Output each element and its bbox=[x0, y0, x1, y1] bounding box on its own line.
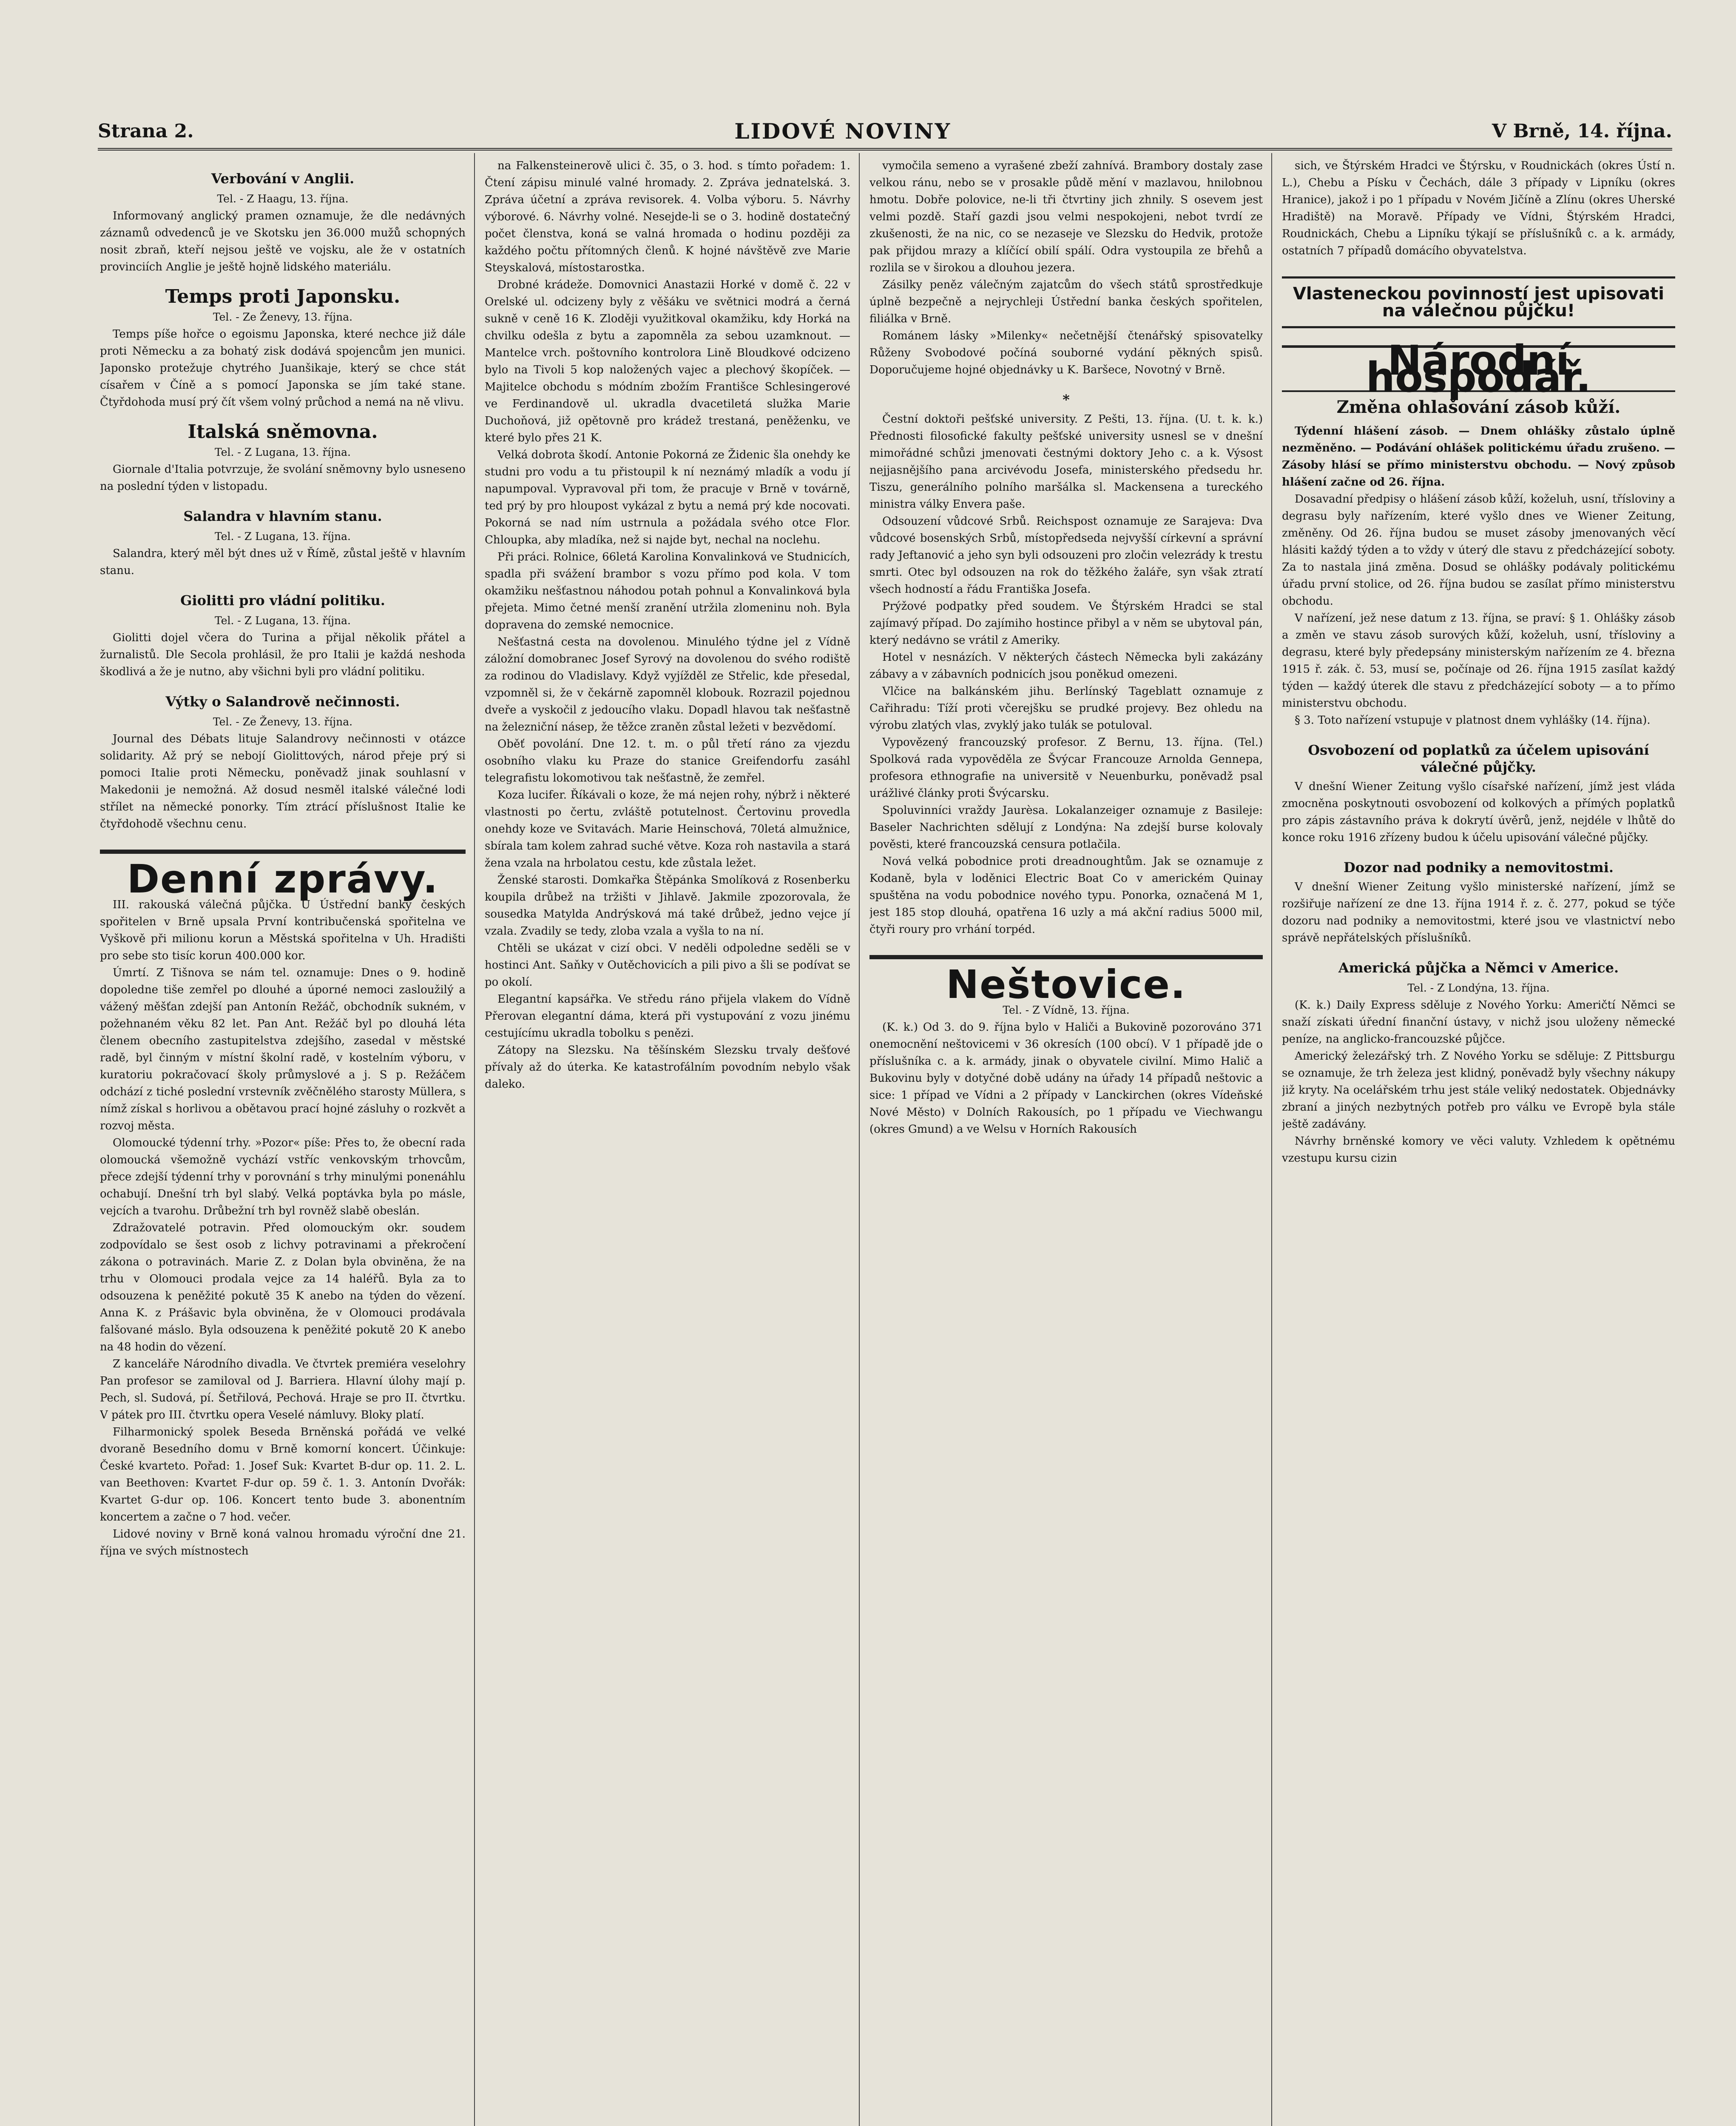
article-text: Odsouzení vůdcové Srbů. Reichspost oznamuje ze Sarajeva: Dva vůdcové bosenských Srbů, místopředseda nejvyšší církevní a správní rady Jeftanović a jeho syn byli odsouzeni pro zločin velezrády k trestu smrti. Otec byl odsouzen na rok do těžkého žaláře, syn však ztratí všech hodností a řádu Františka Josefa. bbox=[869, 515, 1263, 596]
article-text: III. rakouská válečná půjčka. U Ústřední banky českých spořitelen v Brně upsala První kontribučenská spořitelna ve Vyškově při milionu korun a Městská spořitelna v Uh. Hradišti pro sebe sto tisíc korun 400.000 kor. bbox=[100, 898, 466, 962]
section-title: Neštovice. bbox=[946, 962, 1186, 1007]
article-heading: Verbování v Anglii. bbox=[211, 171, 355, 187]
dateline-line: Tel. - Ze Ženevy, 13. října. bbox=[213, 716, 353, 728]
column-3 bbox=[869, 157, 1263, 2126]
dateline-line: Tel. - Z Lugana, 13. října. bbox=[215, 446, 351, 458]
article-text: Čestní doktoři pešťské university. Z Pešti, 13. října. (U. t. k. k.) Přednosti filosofické fakulty pešťské university usnesl se v dnešní mimořádné schůzi jmenovati čestnými doktory Jeho c. a k. Výsost nejjasnějšího pana arcivévodu Josefa, ministerského předsedu hr. Tiszu, generálního polního maršálka sl. Mackensena a tureckého ministra války Envera paše. bbox=[869, 413, 1263, 511]
article-heading: Italská sněmovna. bbox=[188, 421, 378, 443]
dateline-line: Tel. - Z Haagu, 13. října. bbox=[217, 193, 349, 205]
article-heading: Temps proti Japonsku. bbox=[165, 286, 401, 307]
article-text: Nešťastná cesta na dovolenou. Minulého týdne jel z Vídně záložní domobranec Josef Syrový na dovolenou do svého rodiště za rodinou do Vladislavy. Když vyjížděl ze Střelic, kde přesedal, vzpomněl si, že v čekárně zapomněl klobouk. Rozrazil pojednou dveře a vyskočil z jedoucího vlaku. Dopadl hlavou tak nešťastně na železniční násep, že těžce zraněn zůstal ležeti v bezvědomí. bbox=[485, 636, 850, 733]
page-number: Strana 2. bbox=[98, 120, 194, 142]
column-divider bbox=[859, 153, 860, 2126]
article-text: Americký železářský trh. Z Nového Yorku se sděluje: Z Pittsburgu se oznamuje, že trh železa jest klidný, poněvadž byly všechny nákupy již kryty. Na ocelářském trhu jest stále veliký nedostatek. Objednávky zbraní a jiných nezbytných potřeb pro válku ve Evropě byla stále ještě zadávány. bbox=[1282, 1050, 1675, 1131]
article-text: Olomoucké týdenní trhy. »Pozor« píše: Přes to, že obecní rada olomoucká všemožně vychází vstříc venkovským trhovcům, přece zdejší týdenní trhy v porovnání s trhy minulými ponenáhlu ochabují. Dnešní trh byl slabý. Velká poptávka byla po másle, vejcích a tvarohu. Drůbežní trh byl rovněž slabě obeslán. bbox=[100, 1137, 466, 1217]
article-text: Spoluvinníci vraždy Jaurèsa. Lokalanzeiger oznamuje z Basileje: Baseler Nachrichten sdělují z Londýna: Na zdejší burse kolovaly pověsti, které francouzská censura potlačila. bbox=[869, 804, 1263, 851]
article-heading: Výtky o Salandrově nečinnosti. bbox=[165, 694, 400, 710]
dateline-line: Tel. - Ze Ženevy, 13. října. bbox=[213, 311, 353, 323]
article-text: Chtěli se ukázat v cizí obci. V neděli odpoledne seděli se v hostinci Ant. Saňky v Outěchovicích a pili pivo a šli se podívat se po okolí. bbox=[485, 942, 850, 989]
dateline-line: Tel. - Z Londýna, 13. října. bbox=[1407, 982, 1550, 994]
article-text: § 3. Toto nařízení vstupuje v platnost dnem vyhlášky (14. října). bbox=[1295, 714, 1651, 727]
article-text: Informovaný anglický pramen oznamuje, že dle nedávných záznamů odvedenců je ve Skotsku jen 36.000 mužů schopných nosit zbraň, kteří nejsou ještě ve vojsku, ale že v ostatních provinciích Anglie je ještě hojně lidského materiálu. bbox=[100, 210, 466, 273]
article-text: V dnešní Wiener Zeitung vyšlo císařské nařízení, jímž jest vláda zmocněna poskytnouti osvobození od kolkových a přímých poplatků pro zápis zástavního práva k dokrytí úvěrů, jenž, nejdéle v lhůtě do konce roku 1916 zřízeny budou k účelu upisování válečné půjčky. bbox=[1282, 780, 1675, 844]
column-2 bbox=[485, 157, 850, 2126]
article-text: Prýžové podpatky před soudem. Ve Štýrském Hradci se stal zajímavý případ. Do zajímiho hostince přibyl a v něm se ubytoval pán, který nedávno se vrátil z Ameriky. bbox=[869, 600, 1263, 647]
article-text: Koza lucifer. Říkávali o koze, že má nejen rohy, nýbrž i některé vlastnosti po čertu, zvláště potutelnost. Čertovinu provedla onehdy koze ve Svitavách. Marie Heinschová, 70letá almužnice, sbírala tam kolem zahrad suché větve. Koza roh nastavila a stará žena vzala na hrbolatou cestu, kde zůstala ležet. bbox=[485, 789, 850, 870]
dateline: V Brně, 14. října. bbox=[1492, 120, 1672, 142]
article-text: Giolitti dojel včera do Turina a přijal několik přátel a žurnalistů. Dle Secola prohlásil, že pro Italii je každá neshoda škodlivá a že je nutno, aby všichni byli pro vládní politiku. bbox=[100, 631, 466, 678]
article-text: vymočila semeno a vyrašené zbeží zahnívá. Brambory dostaly zase velkou ránu, nebo se v prosakle půdě mění v mazlavou, hnilobnou hmotu. Dobře polovice, ne-li tři čtvrtiny jich zhnily. S osevem jest velmi pozdě. Staří gazdi jsou velmi nespokojeni, nebot tvrdí ze zkušenosti, že na nic, co se nezaseje ve Slezsku do Hedvik, protože pak přijdou mrazy a klíčící obilí spálí. Odra vystoupila ze břehů a rozlila se v širokou a dlouhou jezera. bbox=[869, 159, 1263, 274]
article-text: Vlčice na balkánském jihu. Berlínský Tageblatt oznamuje z Cařihradu: Tíží proti včerejšku se prudké projevy. Bez ohledu na výrobu zlatých vlas, zvyklý jako tulák se potuloval. bbox=[869, 685, 1263, 732]
article-text: V dnešní Wiener Zeitung vyšlo ministerské nařízení, jímž se rozšiřuje nařízení ze dne 13. října 1914 ř. z. č. 277, pokud se týče dozoru nad podniky a nemovitostmi, které jsou ve vlastnictví nebo správě nepřátelských příslušníků. bbox=[1282, 881, 1675, 944]
newspaper-title: LIDOVÉ NOVINY bbox=[734, 118, 952, 144]
article-text: (K. k.) Daily Express sděluje z Nového Yorku: Američtí Němci se snaží získati úřední finanční ústavy, v nichž jsou uloženy německé peníze, na anglicko-francouzské půjčce. bbox=[1282, 999, 1675, 1046]
section-divider bbox=[869, 955, 1263, 959]
article-text: sich, ve Štýrském Hradci ve Štýrsku, v Roudnickách (okres Ústí n. L.), Chebu a Písku v Čechách, dále 3 případy v Lipníku (okres Hranice), jakož i po 1 případu v Novém Jičíně a Zlínu (okres Uherské Hradiště) na Moravě. Případy ve Vídni, Štýrském Hradci, Roudnickách, Chebu a Lipníku týkají se příslušníků c. a k. armády, ostatních 7 případů domácího obyvatelstva. bbox=[1282, 159, 1675, 257]
article-text: Dosavadní předpisy o hlášení zásob kůží, koželuh, usní, třísloviny a degrasu byly nařízením, které vyšlo dnes ve Wiener Zeitung, změněny. Od 26. října budou se muset zásoby jmenovaných věcí hlásiti každý týden a to vždy v úterý dle stavu z předcházející soboty. Za to nastala jiná změna. Dosud se ohlášky podávaly politickému úřadu první stolice, od 26. října budou se zasílat přímo ministerstvu obchodu. bbox=[1282, 493, 1675, 608]
article-heading: Giolitti pro vládní politiku. bbox=[180, 592, 385, 608]
masthead bbox=[98, 114, 1672, 148]
article-text: Giornale d'Italia potvrzuje, že svolání sněmovny bylo usneseno na poslední týden v listopadu. bbox=[100, 463, 466, 493]
article-text: Elegantní kapsářka. Ve středu ráno přijela vlakem do Vídně Přerovan elegantní dáma, která při vystupování z vozu jinému cestujícímu ukradla tobolku s penězi. bbox=[485, 993, 850, 1040]
article-text: Velká dobrota škodí. Antonie Pokorná ze Židenic šla onehdy ke studni pro vodu a tu přistoupil k ní neznámý mladík a vodu jí napumpoval. Vypravoval při tom, že pracuje v Brně v továrně, ted prý by pro hloupost vykázal z bytu a nemá prý kde nocovati. Pokorná se nad ním ustrnula a požádala svého otce Flor. Chloupka, aby mladíka, než si najde byt, nechal na noclehu. bbox=[485, 449, 850, 546]
article-text: Při práci. Rolnice, 66letá Karolina Konvalinková ve Studnicích, spadla při svážení brambor s vozu přímo pod kola. V tom okamžiku nešťastnou náhodou potah pohnul a Konvalinková byla přejeta. Mimo četné menší zranění utržila zlomeninu noh. Byla dopravena do zemské nemocnice. bbox=[485, 551, 850, 631]
section-title: Denní zprávy. bbox=[127, 856, 439, 902]
column-divider bbox=[474, 153, 475, 2126]
article-text: Salandra, který měl být dnes už v Římě, zůstal ještě v hlavním stanu. bbox=[100, 547, 466, 577]
article-text: Zátopy na Slezsku. Na těšínském Slezsku trvaly dešťové přívaly až do úterka. Ke katastrofálním povodním nebylo však daleko. bbox=[485, 1044, 850, 1091]
article-heading: Americká půjčka a Němci v Americe. bbox=[1338, 960, 1619, 976]
article-text: Vypovězený francouzský profesor. Z Bernu, 13. října. (Tel.) Spolková rada vypověděla ze Švýcar Francouze Arnolda Gennepa, profesora ethnografie na universitě v Neuenburku, poněvadž psal urážlivé články proti Švýcarsku. bbox=[869, 736, 1263, 800]
article-text: Nová velká pobodnice proti dreadnoughtům. Jak se oznamuje z Kodaně, byla v loděnici Electric Boat Co v americkém Quinay spuštěna na vodu pobodnice nového typu. Ponorka, označená M 1, jest 185 stop dlouhá, opatřena 16 uzly a má akční radius 5000 mil, čtyři roury pro vrhání torpéd. bbox=[869, 855, 1263, 936]
article-summary: Týdenní hlášení zásob. — Dnem ohlášky zůstalo úplně nezměněno. — Podávání ohlášek politickému úřadu zrušeno. — Zásoby hlásí se přímo ministerstvu obchodu. — Nový způsob hlášení začne od 26. října. bbox=[1282, 425, 1675, 489]
article-text: V nařízení, jež nese datum z 13. října, se praví: § 1. Ohlášky zásob a změn ve stavu zásob surových kůží, koželuh, usní, třísloviny a degrasu, které byly předepsány ministerským nařízením ze 4. března 1915 ř. zák. č. 53, musí se, počínaje od 26. října 1915 zasílat každý týden — každý úterek dle stavu z předcházející soboty — a to přímo ministerstvu obchodu. bbox=[1282, 612, 1675, 710]
article-text: (K. k.) Od 3. do 9. října bylo v Haliči a Bukovině pozorováno 371 onemocnění neštovicemi v 36 okresích (100 obcí). V 1 případě jde o příslušníka c. a k. armády, jinak o obyvatele civilní. Mimo Halič a Bukovinu byly v dotyčné době udány na úřady 14 případů neštovic a sice: 1 případ ve Vídni a 2 případy v Lanckirchen (okres Vídeňské Nové Město) v Dolních Rakousích, po 1 případu ve Viechwangu (okres Gmund) a ve Welsu v Horních Rakousích bbox=[869, 1021, 1263, 1136]
dateline-line: Tel. - Z Lugana, 13. října. bbox=[215, 530, 351, 543]
war-loan-banner: Vlasteneckou povinností jest upisovati na válečnou půjčku! bbox=[1282, 276, 1675, 328]
article-text: Hotel v nesnázích. V některých částech Německa byli zakázány zábavy a v zábavních podnicích jsou poněkud omezeni. bbox=[869, 651, 1263, 681]
article-text: Zásilky peněz válečným zajatcům do všech států sprostředkuje úplně bezpečně a nejrychleji Ústřední banka českých spořitelen, filiálka v Brně. bbox=[869, 279, 1263, 325]
article-text: Drobné krádeže. Domovnici Anastazii Horké v domě č. 22 v Orelské ul. odcizeny byly z věšáku ve světnici modrá a černá sukně v ceně 16 K. Zloději využitkoval okamžiku, kdy Horká na chvilku odešla z bytu a zapomněla za sebou uzamknout. — Mantelce vrch. poštovního kontrolora Lině Bloudkové odcizeno bylo na Tivoli 5 kop naložených vajec a plechový škopíček. — Majitelce obchodu s módním zbožím Františce Schlesingerové ve Ferdinandově ul. ukradla dvacetiletá služka Marie Duchoňová, již opětovně pro krádež trestaná, peněženku, ve které bylo přes 21 K. bbox=[485, 279, 850, 444]
article-text: Zdražovatelé potravin. Před olomouckým okr. soudem zodpovídalo se šest osob z lichvy potravinami a překročení zákona o potravinách. Marie Z. z Dolan byla obviněna, že na trhu v Olomouci prodala vejce za 14 haléřů. Byla za to odsouzena k peněžité pokutě 35 K anebo na týden do vězení. Anna K. z Prášavic byla obviněna, že v Olomouci prodávala falšované máslo. Byla odsouzena k peněžité pokutě 20 K anebo na 48 hodin do vězení. bbox=[100, 1222, 466, 1353]
dateline-line: Tel. - Z Vídně, 13. října. bbox=[1003, 1004, 1130, 1016]
article-text: Návrhy brněnské komory ve věci valuty. Vzhledem k opětnému vzestupu kursu cizin bbox=[1282, 1135, 1675, 1165]
section-divider bbox=[100, 850, 466, 854]
article-text: Filharmonický spolek Beseda Brněnská pořádá ve velké dvoraně Besedního domu v Brně komorní koncert. Účinkuje: České kvarteto. Pořad: 1. Josef Suk: Kvartet B-dur op. 11. 2. L. van Beethoven: Kvartet F-dur op. 59 č. 1. 3. Antonín Dvořák: Kvartet G-dur op. 106. Koncert tento bude 3. abonentním koncertem a začne o 7 hod. večer. bbox=[100, 1426, 466, 1523]
article-text: Oběť povolání. Dne 12. t. m. o půl třetí ráno za vjezdu osobního vlaku ku Praze do stanice Greifendorfu zasáhl telegrafistu lokomotivou tak nešťastně, že zemřel. bbox=[485, 738, 850, 784]
article-heading: Osvobození od poplatků za účelem upisování válečné půjčky. bbox=[1308, 742, 1649, 775]
column-1 bbox=[100, 157, 466, 2126]
article-text: Journal des Débats lituje Salandrovy nečinnosti v otázce solidarity. Až prý se nebojí Giolittových, národ přeje prý si pomoci Italie proti Německu, poněvadž jinak souhlasní v Makedonii je nemožná. Až dosud nesměl italské válečné lodi střílet na německé ponorky. Tím ztrácí příslušnost Italie ke čtyřdohodě všechnu cenu. bbox=[100, 733, 466, 830]
article-heading: Dozor nad podniky a nemovitostmi. bbox=[1343, 859, 1614, 875]
article-heading: Změna ohlašování zásob kůží. bbox=[1336, 397, 1621, 417]
column-4 bbox=[1282, 157, 1675, 2126]
dateline-line: Tel. - Z Lugana, 13. října. bbox=[215, 614, 351, 627]
article-heading: Salandra v hlavním stanu. bbox=[183, 508, 382, 524]
column-divider bbox=[1271, 153, 1272, 2126]
article-text: Temps píše hořce o egoismu Japonska, které nechce již dále proti Německu a za bohatý zisk dodává spojencům jen munici. Japonsko protežuje chytrého Juanšikaje, který se chce stát císařem v Číně a s pomocí Japonska se jím také stane. Čtyřdohoda musí prý čít všem volný průchod a nemá na ně vlivu. bbox=[100, 328, 466, 409]
article-text: Z kanceláře Národního divadla. Ve čtvrtek premiéra veselohry Pan profesor se zamiloval od J. Barriera. Hlavní úlohy mají p. Pech, sl. Sudová, pí. Šetřilová, Pechová. Hraje se pro II. čtvrtku. V pátek pro III. čtvrtku opera Veselé námluvy. Bloky platí. bbox=[100, 1358, 466, 1421]
article-text: na Falkensteinerově ulici č. 35, o 3. hod. s tímto pořadem: 1. Čtení zápisu minulé valné hromady. 2. Zpráva jednatelská. 3. Zpráva účetní a zpráva revisorek. 4. Volba výboru. 5. Návrhy výborové. 6. Návrhy volné. Nesejde-li se o 3. hodině dostatečný počet členstva, koná se valná hromada o hodinu později za každého počtu přítomných členů. K hojné návštěvě zve Marie Steyskalová, místostarostka. bbox=[485, 159, 850, 274]
separator-star: * bbox=[1063, 392, 1070, 408]
article-text: Úmrtí. Z Tišnova se nám tel. oznamuje: Dnes o 9. hodině dopoledne tiše zemřel po dlouhé a úporné nemoci zasloužilý a vážený měšťan zdejší pan Antonín Režáč, obchodník sukném, v požehnaném věku 82 let. Pan Ant. Režáč byl po dlouhá léta členem obecního zastupitelstva zdejšího, zasedal v městské radě, byl činným v místní školní radě, v kostelním výboru, v kuratoriu pokračovací školy průmyslové a j. S p. Režáčem odchází z tiché poslední vrstevník zvěčnělého starosty Müllera, s nímž získal s horlivou a obětavou prací hojné zásluhy o rozkvět a rozvoj města. bbox=[100, 966, 466, 1132]
article-text: Ženské starosti. Domkařka Štěpánka Smolíková z Rosenberku koupila drůbež na tržišti v Jihlavě. Jakmile zpozorovala, že sousedka Matylda Andrýsková má také drůbež, jedno vejce jí vzala. Zvadily se tedy, zloba vzala a vyšla to na ní. bbox=[485, 874, 850, 938]
article-text: Románem lásky »Milenky« nečetnější čtenářský spisovatelky Růženy Svobodové počíná souborné vydání pěkných spisů. Doporučujeme hojné objednávky u K. Baršece, Novotný v Brně. bbox=[869, 330, 1263, 376]
masthead-rule bbox=[98, 148, 1672, 151]
article-text: Lidové noviny v Brně koná valnou hromadu výroční dne 21. října ve svých místnostech bbox=[100, 1528, 466, 1558]
section-title: Národní hospodář. bbox=[1282, 345, 1675, 392]
